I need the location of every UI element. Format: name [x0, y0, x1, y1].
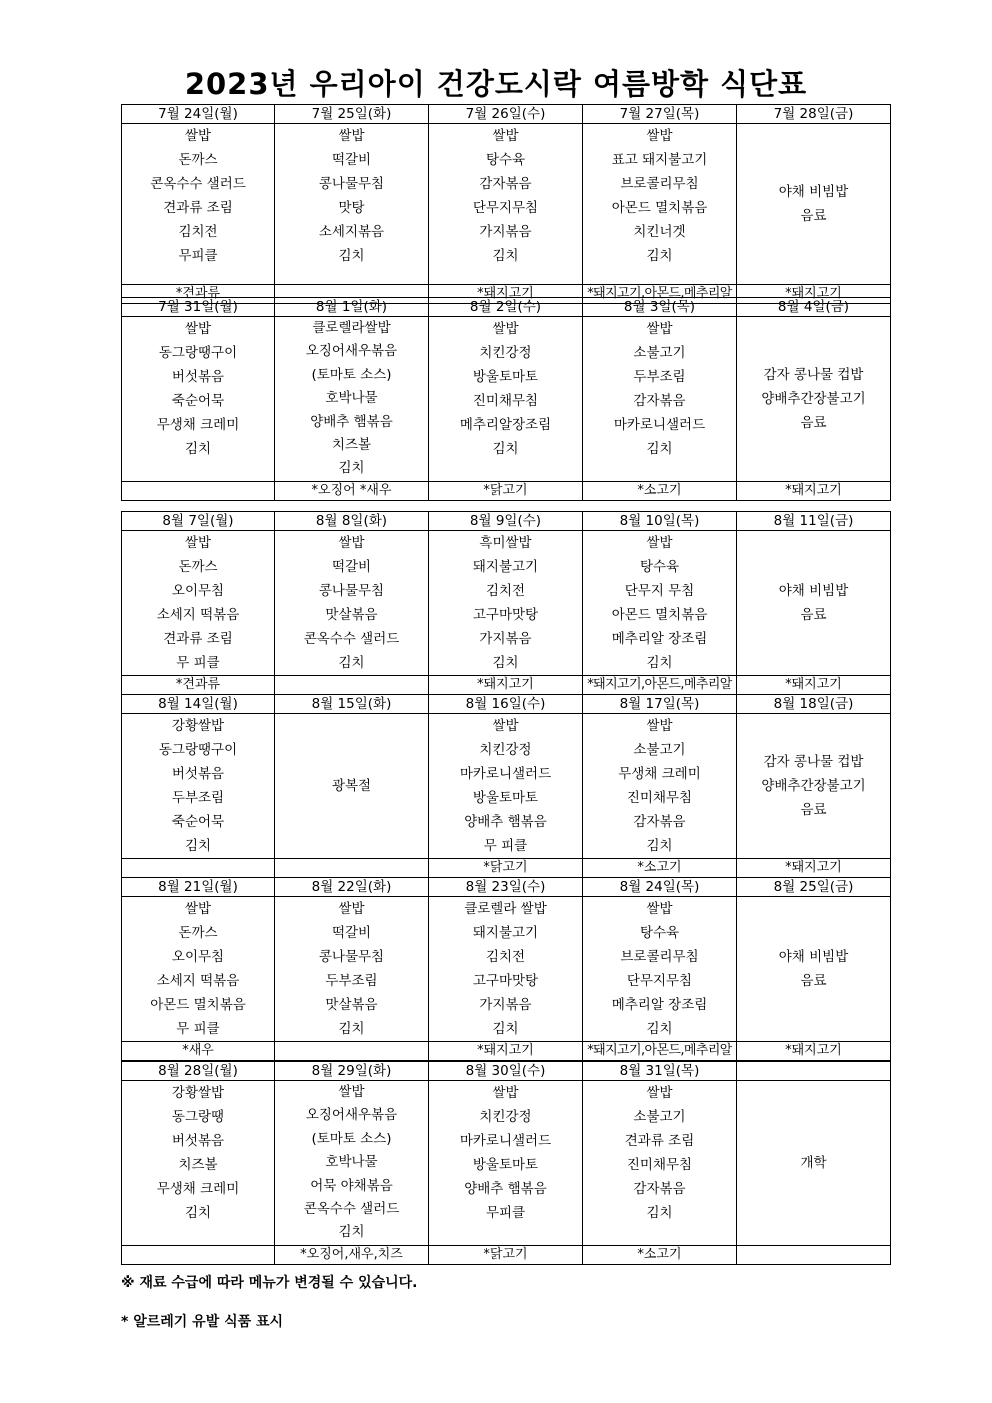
day-date: 8월 15일(화) — [275, 695, 429, 714]
menu-item: 소세지볶음 — [318, 224, 385, 240]
menu-item: 떡갈비 — [331, 925, 372, 941]
week-table — [121, 877, 891, 1061]
day-date: 8월 22일(화) — [275, 878, 429, 897]
menu-item: 죽순어묵 — [171, 393, 225, 409]
day-date: 8월 14일(월) — [122, 695, 275, 714]
menu-item: 양배추간장불고기 — [761, 391, 866, 407]
menu-item: 김치 — [492, 248, 519, 264]
menu-item: 무생채 크레미 — [156, 417, 240, 433]
menu-item: 음료 — [800, 973, 827, 989]
day-date: 8월 21일(월) — [122, 878, 275, 897]
menu-item: 진미채무침 — [626, 1157, 693, 1173]
allergy-legend: * 알르레기 유발 식품 표시 — [121, 1314, 284, 1330]
menu-item: 김치 — [646, 655, 673, 671]
allergy-info: *소고기 — [583, 482, 737, 501]
menu-item: 쌀밥 — [184, 321, 212, 337]
menu-item: 콩나물무침 — [318, 176, 385, 192]
menu-item: 마카로니샐러드 — [459, 766, 552, 782]
day-date: 7월 31일(월) — [122, 298, 275, 317]
menu-item: 음료 — [800, 802, 827, 818]
menu-item: 쌀밥 — [646, 718, 673, 734]
menu-item: 김치 — [646, 1205, 673, 1221]
menu-item: 호박나물 — [325, 1154, 378, 1171]
menu-item: 쌀밥 — [184, 128, 212, 144]
week-table — [121, 297, 891, 501]
menu-item: 고구마맛탕 — [472, 607, 539, 623]
menu-item: 무생채 크레미 — [156, 1181, 240, 1197]
allergy-info: *돼지고기,아몬드,메추리알 — [583, 1042, 737, 1061]
menu-item: 치즈볼 — [331, 437, 372, 454]
week-table — [121, 1061, 891, 1265]
allergy-info: *돼지고기,아몬드,메추리알 — [583, 676, 737, 695]
day-menu — [122, 531, 275, 676]
menu-item: 무피클 — [485, 1205, 526, 1221]
day-menu — [737, 124, 891, 285]
menu-item: 동그랑땡 — [171, 1109, 225, 1125]
allergy-info: *견과류 — [122, 285, 275, 304]
menu-item: 마카로니샐러드 — [613, 417, 706, 433]
menu-item: 김치 — [646, 1021, 673, 1037]
day-menu — [737, 714, 891, 859]
menu-item: 오이무침 — [171, 583, 225, 599]
allergy-info: *소고기 — [583, 1246, 737, 1265]
menu-item: 양배추 햄볶음 — [464, 1181, 547, 1197]
day-menu — [122, 714, 275, 859]
menu-item: 쌀밥 — [646, 128, 673, 144]
menu-item: 돈까스 — [178, 152, 218, 168]
day-menu — [583, 124, 737, 285]
menu-item: 돼지불고기 — [472, 925, 539, 941]
menu-item: 죽순어묵 — [171, 814, 225, 830]
allergy-info: *돼지고기 — [737, 1042, 891, 1061]
menu-item: 소불고기 — [633, 345, 686, 361]
menu-item: 야채 비빔밥 — [778, 949, 849, 965]
day-menu — [275, 317, 429, 482]
menu-item: 무 피클 — [483, 838, 528, 854]
week-table — [121, 511, 891, 695]
menu-item: 김치 — [492, 441, 519, 457]
menu-item: 쌀밥 — [646, 1085, 673, 1101]
menu-item: 김치 — [338, 1224, 365, 1241]
day-date: 8월 9일(수) — [429, 512, 583, 531]
day-date: 8월 10일(목) — [583, 512, 737, 531]
menu-item: 치킨강정 — [479, 1109, 532, 1125]
menu-item: 두부조림 — [325, 973, 378, 989]
menu-item: 음료 — [800, 415, 827, 431]
menu-item: 개학 — [800, 1155, 827, 1171]
menu-item: 감자볶음 — [479, 176, 532, 192]
menu-item: 야채 비빔밥 — [778, 184, 849, 200]
menu-item: 가지볶음 — [479, 997, 532, 1013]
menu-item: 치즈볼 — [178, 1157, 218, 1173]
menu-item: 강황쌀밥 — [171, 1085, 225, 1101]
allergy-info — [122, 859, 275, 878]
menu-item: 김치 — [492, 655, 519, 671]
menu-item: 견과류 조림 — [163, 200, 233, 216]
day-date: 8월 23일(수) — [429, 878, 583, 897]
day-menu — [737, 531, 891, 676]
menu-item: 음료 — [800, 208, 827, 224]
day-menu — [737, 1081, 891, 1246]
day-menu — [429, 531, 583, 676]
week-table — [121, 104, 891, 304]
day-date: 8월 29일(화) — [275, 1062, 429, 1081]
day-date: 8월 1일(화) — [275, 298, 429, 317]
menu-item: 동그랑땡구이 — [158, 345, 238, 361]
allergy-info — [122, 482, 275, 501]
menu-item: 떡갈비 — [331, 559, 372, 575]
day-date: 8월 7일(월) — [122, 512, 275, 531]
day-date: 7월 26일(수) — [429, 105, 583, 124]
menu-item: 쌀밥 — [492, 128, 519, 144]
day-menu — [583, 1081, 737, 1246]
menu-item: 김치전 — [485, 583, 526, 599]
menu-item: 아몬드 멸치볶음 — [611, 607, 708, 623]
menu-item: 진미채무침 — [472, 393, 539, 409]
allergy-info — [122, 1246, 275, 1265]
menu-item: 쌀밥 — [646, 535, 673, 551]
allergy-info: *돼지고기 — [429, 285, 583, 304]
allergy-info — [275, 676, 429, 695]
menu-item: 버섯볶음 — [171, 1133, 225, 1149]
allergy-info: *오징어 *새우 — [275, 482, 429, 501]
menu-item: 김치 — [184, 838, 212, 854]
menu-item: 무 피클 — [176, 1021, 220, 1037]
menu-item: 고구마맛탕 — [472, 973, 539, 989]
menu-item: 김치전 — [485, 949, 526, 965]
menu-item: 쌀밥 — [338, 535, 365, 551]
menu-item: 김치 — [338, 655, 365, 671]
menu-item: 쌀밥 — [492, 1085, 519, 1101]
menu-item: 가지볶음 — [479, 224, 532, 240]
menu-item: 음료 — [800, 607, 827, 623]
allergy-info: *닭고기 — [429, 482, 583, 501]
menu-item: 무피클 — [178, 248, 218, 264]
menu-item: 오징어새우볶음 — [305, 343, 398, 360]
day-menu — [429, 897, 583, 1042]
menu-item: 맛탕 — [338, 200, 365, 216]
menu-item: 두부조림 — [171, 790, 225, 806]
menu-item: 쌀밥 — [184, 901, 212, 917]
menu-item: 탕수육 — [485, 152, 526, 168]
allergy-info: *돼지고기 — [737, 482, 891, 501]
allergy-info: *견과류 — [122, 676, 275, 695]
menu-item: 쌀밥 — [338, 128, 365, 144]
menu-item: 소세지 떡볶음 — [156, 973, 240, 989]
menu-item: 브로콜리무침 — [620, 176, 699, 192]
menu-item: 어묵 야채볶음 — [310, 1177, 393, 1194]
menu-item: 야채 비빔밥 — [778, 583, 849, 599]
menu-item: 아몬드 멸치볶음 — [611, 200, 708, 216]
menu-item: 감자볶음 — [633, 393, 686, 409]
menu-item: 방울토마토 — [472, 369, 539, 385]
menu-item: 김치 — [646, 248, 673, 264]
menu-item: 돈까스 — [178, 559, 218, 575]
day-menu — [275, 124, 429, 285]
day-date: 8월 16일(수) — [429, 695, 583, 714]
allergy-info — [737, 1246, 891, 1265]
menu-item: 동그랑땡구이 — [158, 742, 238, 758]
menu-item: 버섯볶음 — [171, 369, 225, 385]
menu-item: 호박나물 — [325, 390, 378, 407]
menu-item: 흑미쌀밥 — [479, 535, 532, 551]
day-menu — [583, 317, 737, 482]
day-date: 7월 27일(목) — [583, 105, 737, 124]
menu-item: 메추리알 장조림 — [611, 631, 708, 647]
menu-item: 쌀밥 — [338, 1084, 365, 1100]
menu-item: 쌀밥 — [492, 718, 519, 734]
menu-item: 콘옥수수 샐러드 — [303, 631, 400, 647]
allergy-info: *돼지고기 — [429, 1042, 583, 1061]
menu-item: 쌀밥 — [492, 321, 519, 337]
menu-item: 클로렐라쌀밥 — [312, 320, 391, 336]
day-menu — [583, 714, 737, 859]
page-title: 2023년 우리아이 건강도시락 여름방학 식단표 — [184, 67, 808, 101]
allergy-info: *소고기 — [583, 859, 737, 878]
menu-item: 치킨강정 — [479, 742, 532, 758]
menu-item: 표고 돼지불고기 — [611, 152, 708, 168]
menu-item: 김치 — [184, 441, 212, 457]
menu-item: 양배추 햄볶음 — [310, 413, 393, 430]
menu-item: 소세지 떡볶음 — [156, 607, 240, 623]
menu-item: 김치 — [338, 1021, 365, 1037]
menu-item: 오이무침 — [171, 949, 225, 965]
menu-item: 치킨강정 — [479, 345, 532, 361]
day-date: 7월 25일(화) — [275, 105, 429, 124]
menu-item: 김치 — [184, 1205, 212, 1221]
menu-item: (토마토 소스) — [311, 1130, 392, 1147]
day-date: 8월 24일(목) — [583, 878, 737, 897]
menu-item: 소불고기 — [633, 742, 686, 758]
menu-item: 단무지 무침 — [624, 583, 695, 599]
day-menu — [429, 1081, 583, 1246]
day-menu — [122, 124, 275, 285]
menu-item: 단무지무침 — [472, 200, 539, 216]
menu-item: 무생채 크레미 — [618, 766, 701, 782]
menu-item: 김치전 — [178, 224, 218, 240]
menu-item: 김치 — [338, 460, 365, 477]
day-date: 8월 4일(금) — [737, 298, 891, 317]
menu-item: 쌀밥 — [646, 901, 673, 917]
day-date: 8월 11일(금) — [737, 512, 891, 531]
menu-item: 메추리알장조림 — [459, 417, 552, 433]
allergy-info: *돼지고기 — [737, 676, 891, 695]
menu-item: 무 피클 — [176, 655, 220, 671]
day-date: 8월 28일(월) — [122, 1062, 275, 1081]
menu-item: 탕수육 — [639, 925, 680, 941]
menu-item: 김치 — [338, 248, 365, 264]
menu-item: 아몬드 멸치볶음 — [150, 997, 246, 1013]
menu-item: 콩나물무침 — [318, 949, 385, 965]
day-date: 8월 25일(금) — [737, 878, 891, 897]
allergy-info: *돼지고기,아몬드,메추리알 — [583, 285, 737, 304]
day-date: 8월 3일(목) — [583, 298, 737, 317]
menu-item: 쌀밥 — [184, 535, 212, 551]
allergy-info — [275, 1042, 429, 1061]
menu-item: 견과류 조림 — [624, 1133, 695, 1149]
day-menu — [583, 897, 737, 1042]
allergy-info: *돼지고기 — [429, 676, 583, 695]
menu-item: 콩나물무침 — [318, 583, 385, 599]
allergy-info: *새우 — [122, 1042, 275, 1061]
menu-item: 돈까스 — [178, 925, 218, 941]
menu-item: 감자볶음 — [633, 814, 686, 830]
menu-item: 방울토마토 — [472, 790, 539, 806]
menu-item: 마카로니샐러드 — [459, 1133, 552, 1149]
menu-item: 메추리알 장조림 — [611, 997, 708, 1013]
menu-item: 브로콜리무침 — [620, 949, 699, 965]
menu-item: 진미채무침 — [626, 790, 693, 806]
menu-item: 김치 — [646, 838, 673, 854]
allergy-info: *돼지고기 — [737, 285, 891, 304]
menu-item: 방울토마토 — [472, 1157, 539, 1173]
menu-item: 콘옥수수 샐러드 — [303, 1201, 400, 1218]
menu-item: 감자 콩나물 컵밥 — [763, 367, 864, 383]
menu-item: 버섯볶음 — [171, 766, 225, 782]
day-date: 7월 28일(금) — [737, 105, 891, 124]
allergy-info: *닭고기 — [429, 859, 583, 878]
menu-item: 광복절 — [331, 778, 372, 794]
menu-item: 맛살볶음 — [325, 997, 378, 1013]
menu-item: 두부조림 — [633, 369, 686, 385]
day-menu — [429, 714, 583, 859]
day-menu — [122, 1081, 275, 1246]
day-date — [737, 1062, 891, 1081]
day-menu — [737, 317, 891, 482]
menu-item: 탕수육 — [639, 559, 680, 575]
day-menu — [737, 897, 891, 1042]
day-date: 7월 24일(월) — [122, 105, 275, 124]
menu-item: 양배추 햄볶음 — [464, 814, 547, 830]
day-date: 8월 17일(목) — [583, 695, 737, 714]
menu-item: 강황쌀밥 — [171, 718, 225, 734]
menu-item: 콘옥수수 샐러드 — [150, 176, 246, 192]
day-menu — [275, 897, 429, 1042]
menu-item: 단무지무침 — [626, 973, 693, 989]
week-table — [121, 694, 891, 878]
day-date: 8월 31일(목) — [583, 1062, 737, 1081]
day-date: 8월 18일(금) — [737, 695, 891, 714]
menu-item: 감자 콩나물 컵밥 — [763, 754, 864, 770]
menu-item: 감자볶음 — [633, 1181, 686, 1197]
menu-item: 맛살볶음 — [325, 607, 378, 623]
day-menu — [122, 897, 275, 1042]
menu-item: 소불고기 — [633, 1109, 686, 1125]
day-date: 8월 8일(화) — [275, 512, 429, 531]
day-menu — [583, 531, 737, 676]
allergy-info: *오징어,새우,치즈 — [275, 1246, 429, 1265]
menu-item: 양배추간장불고기 — [761, 778, 866, 794]
menu-item: (토마토 소스) — [311, 366, 392, 383]
day-menu — [275, 1081, 429, 1246]
menu-item: 떡갈비 — [331, 152, 372, 168]
allergy-info — [275, 859, 429, 878]
menu-item: 돼지불고기 — [472, 559, 539, 575]
menu-item: 견과류 조림 — [163, 631, 233, 647]
menu-item: 쌀밥 — [646, 321, 673, 337]
day-menu — [122, 317, 275, 482]
menu-item: 오징어새우볶음 — [305, 1107, 398, 1124]
day-menu — [429, 317, 583, 482]
day-date: 8월 30일(수) — [429, 1062, 583, 1081]
allergy-info: *돼지고기 — [737, 859, 891, 878]
allergy-info: *닭고기 — [429, 1246, 583, 1265]
menu-item: 김치 — [646, 441, 673, 457]
day-menu — [275, 714, 429, 859]
day-menu — [429, 124, 583, 285]
day-date: 8월 2일(수) — [429, 298, 583, 317]
menu-item: 김치 — [492, 1021, 519, 1037]
menu-item: 클로렐라 쌀밥 — [464, 901, 547, 917]
day-menu — [275, 531, 429, 676]
change-notice: ※ 재료 수급에 따라 메뉴가 변경될 수 있습니다. — [121, 1275, 418, 1291]
menu-item: 가지볶음 — [479, 631, 532, 647]
menu-item: 치킨너겟 — [633, 224, 686, 240]
menu-item: 쌀밥 — [338, 901, 365, 917]
